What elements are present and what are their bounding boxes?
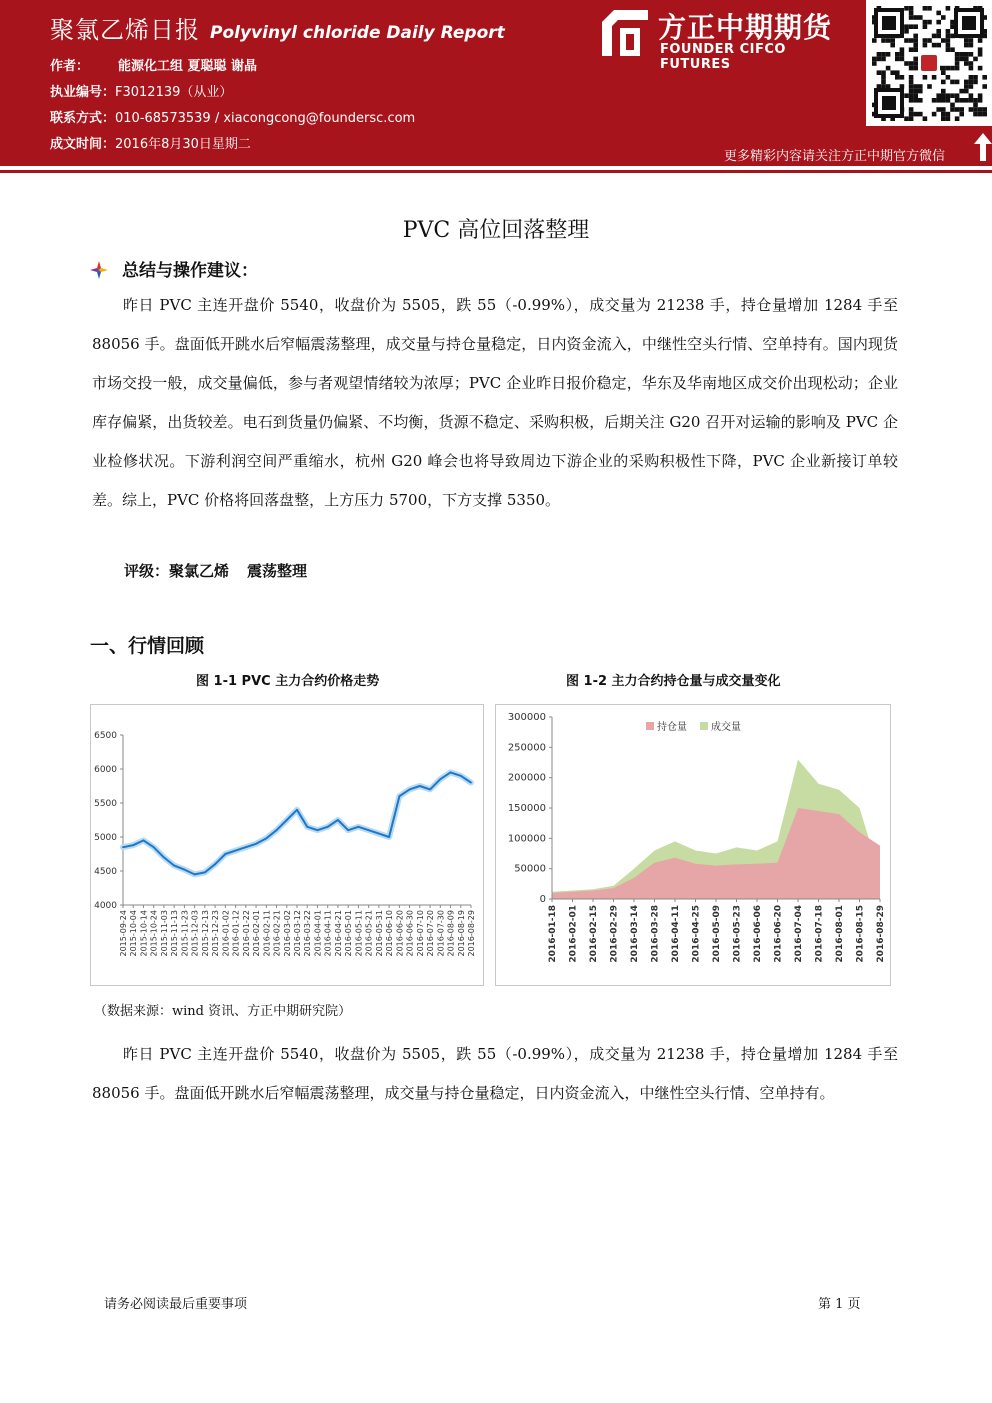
- rating-line: [124, 560, 325, 581]
- open-interest-volume-chart: [496, 705, 890, 985]
- price-point: [358, 826, 360, 828]
- wechat-qr-code-icon: [866, 0, 992, 126]
- x-tick-label: 2016-07-04: [794, 905, 804, 963]
- volume-chart-frame: [495, 704, 891, 986]
- review-paragraph: 昨日 PVC 主连开盘价 5540，收盘价为 5505，跌 55（-0.99%），成交量为 21238 手，持仓量增加 1284 手至 88056 手。盘面低开跳水后窄幅震荡整理，成交量与持仓量稳定，日内资金流入，中继性空头行情、空单持有。: [92, 1045, 898, 1102]
- x-tick-label: 2016-03-02: [282, 910, 292, 957]
- price-point: [122, 846, 124, 848]
- x-tick-label: 2016-05-21: [364, 910, 374, 957]
- rating-label: 评级：聚氯乙烯: [124, 562, 230, 580]
- title-cn: 聚氯乙烯日报: [50, 16, 200, 44]
- x-tick-label: 2015-11-03: [159, 910, 169, 957]
- logo-cn: 方正中期期货: [658, 11, 833, 44]
- x-tick-label: 2016-02-29: [609, 905, 620, 963]
- author-label: 作者：: [50, 59, 90, 74]
- x-tick-label: 2016-03-28: [650, 905, 661, 963]
- x-tick-label: 2016-06-20: [395, 910, 405, 957]
- license-value: F3012139（从业）: [115, 85, 233, 100]
- legend-label: 持仓量: [657, 722, 687, 733]
- x-tick-label: 2016-07-20: [426, 910, 436, 957]
- x-tick-label: 2016-02-15: [589, 905, 599, 963]
- price-point: [204, 871, 206, 873]
- price-point: [265, 837, 267, 839]
- y-tick-label: 300000: [507, 712, 546, 723]
- x-tick-label: 2016-05-09: [712, 905, 722, 963]
- x-tick-label: 2016-08-19: [456, 910, 466, 957]
- x-tick-label: 2016-05-31: [374, 910, 384, 957]
- price-point: [429, 789, 431, 791]
- x-tick-label: 2016-04-01: [313, 910, 323, 957]
- bullet-diamond-icon: [90, 261, 108, 279]
- y-tick-label: 100000: [507, 833, 546, 845]
- x-tick-label: 2016-08-09: [446, 910, 456, 957]
- footer-notice: 请务必阅读最后重要事项: [104, 1297, 248, 1312]
- legend-label: 成交量: [711, 722, 741, 733]
- y-tick-label: 0: [539, 894, 546, 905]
- summary-heading-text: 总结与操作建议：: [122, 261, 258, 281]
- price-point: [153, 846, 155, 848]
- price-point: [245, 846, 247, 848]
- x-tick-label: 2016-08-29: [876, 905, 886, 963]
- x-tick-label: 2016-02-01: [568, 905, 579, 963]
- price-point: [132, 844, 134, 846]
- x-tick-label: 2016-06-10: [385, 910, 395, 957]
- x-tick-label: 2016-01-18: [548, 905, 558, 963]
- x-tick-label: 2016-04-11: [671, 905, 681, 963]
- price-point: [378, 833, 380, 835]
- x-tick-label: 2016-05-11: [354, 910, 364, 957]
- price-point: [450, 772, 452, 774]
- price-point: [173, 865, 175, 867]
- price-point: [327, 826, 329, 828]
- y-tick-label: 5500: [94, 799, 117, 809]
- title-en: Polyvinyl chloride Daily Report: [210, 23, 505, 43]
- x-tick-label: 2016-08-01: [835, 905, 845, 963]
- price-point: [194, 874, 196, 876]
- header-divider: [0, 170, 992, 173]
- data-source-note: （数据来源：wind 资讯、方正中期研究院）: [94, 1004, 352, 1019]
- contact-value: 010-68573539 / xiacongcong@foundersc.com: [115, 111, 416, 126]
- price-point: [214, 863, 216, 865]
- price-point: [388, 836, 390, 838]
- x-tick-label: 2016-04-25: [691, 905, 702, 963]
- price-point: [255, 843, 257, 845]
- x-tick-label: 2016-01-12: [231, 910, 241, 957]
- author-line: [50, 55, 257, 74]
- x-tick-label: 2016-03-22: [303, 910, 313, 957]
- date-value: 2016年8月30日星期二: [115, 137, 251, 152]
- contact-label: 联系方式：: [50, 111, 116, 126]
- rating-value: 震荡整理: [247, 562, 308, 580]
- price-point: [163, 857, 165, 859]
- y-tick-label: 6500: [94, 731, 117, 741]
- figure-1-caption: 图 1-1 PVC 主力合约价格走势: [196, 674, 380, 689]
- x-tick-label: 2015-12-13: [200, 910, 210, 957]
- price-point: [419, 785, 421, 787]
- logo-en: FOUNDER CIFCO FUTURES: [660, 42, 786, 72]
- y-tick-label: 250000: [507, 742, 546, 754]
- arrow-up-icon: [974, 133, 992, 161]
- y-tick-label: 50000: [514, 863, 546, 875]
- price-point: [143, 840, 145, 842]
- price-point: [296, 809, 298, 811]
- contact-line: [50, 107, 415, 126]
- summary-heading: [90, 256, 258, 281]
- report-title: [50, 10, 505, 45]
- x-tick-label: 2016-08-15: [855, 905, 866, 963]
- x-tick-label: 2016-01-22: [241, 910, 251, 957]
- x-tick-label: 2016-02-01: [252, 910, 262, 957]
- price-point: [286, 819, 288, 821]
- author-value: 能源化工组 夏聪聪 谢晶: [117, 59, 258, 74]
- price-line-glow: [123, 772, 471, 874]
- y-tick-label: 5000: [94, 833, 117, 843]
- price-point: [368, 829, 370, 831]
- company-logo: [602, 6, 857, 72]
- x-tick-label: 2016-06-20: [773, 905, 784, 963]
- y-tick-label: 150000: [507, 803, 546, 814]
- x-tick-label: 2016-05-23: [732, 905, 743, 963]
- section-heading-market-review: 一、行情回顾: [90, 635, 205, 657]
- price-point: [398, 795, 400, 797]
- figure-2-caption: 图 1-2 主力合约持仓量与成交量变化: [566, 674, 781, 689]
- y-tick-label: 4000: [94, 901, 117, 911]
- y-tick-label: 4500: [94, 867, 117, 877]
- x-tick-label: 2016-04-11: [323, 910, 333, 957]
- summary-paragraph: 昨日 PVC 主连开盘价 5540，收盘价为 5505，跌 55（-0.99%），成交量为 21238 手，持仓量增加 1284 手至 88056 手。盘面低开跳水后窄幅震荡整理，成交量与持仓量稳定，日内资金流入，中继性空头行情、空单持有。国内现货市场交投一般，成交量偏低，参与者观望情绪较为浓厚；PVC 企业昨日报价稳定，华东及华南地区成交价出现松动；企业库存偏紧，出货较差。电石到货量仍偏紧、不均衡，货源不稳定、采购积极，后期关注 G20 召开对运输的影响及 PVC 企业检修状况。下游利润空间严重缩水，杭州 G20 峰会也将导致周边下游企业的采购积极性下降，PVC 企业新接订单较差。综上，PVC 价格将回落盘整，上方压力 5700，下方支撑 5350。: [92, 296, 898, 509]
- price-point: [470, 782, 472, 784]
- x-tick-label: 2016-06-30: [405, 910, 415, 957]
- follow-wechat-text: 更多精彩内容请关注方正中期官方微信: [724, 149, 946, 164]
- date-line: [50, 133, 251, 152]
- x-tick-label: 2016-07-30: [436, 910, 446, 957]
- footer-page-number: 第 1 页: [818, 1297, 861, 1312]
- x-tick-label: 2016-02-21: [272, 910, 282, 957]
- x-tick-label: 2016-07-10: [415, 910, 425, 957]
- y-tick-label: 200000: [507, 772, 546, 784]
- price-point: [439, 778, 441, 780]
- x-tick-label: 2015-11-23: [180, 910, 190, 957]
- x-tick-label: 2015-10-04: [129, 910, 139, 957]
- license-label: 执业编号：: [50, 85, 116, 100]
- y-tick-label: 6000: [94, 765, 117, 775]
- x-tick-label: 2016-01-02: [221, 910, 231, 957]
- price-point: [409, 789, 411, 791]
- price-point: [317, 829, 319, 831]
- price-point: [224, 853, 226, 855]
- x-tick-label: 2016-07-18: [814, 905, 825, 963]
- x-tick-label: 2016-05-01: [344, 910, 354, 957]
- price-point: [306, 826, 308, 828]
- price-point: [460, 775, 462, 777]
- price-point: [337, 819, 339, 821]
- x-tick-label: 2015-09-24: [119, 910, 128, 957]
- legend-swatch: [700, 722, 708, 730]
- price-point: [347, 829, 349, 831]
- x-tick-label: 2016-06-06: [753, 905, 763, 963]
- x-tick-label: 2016-03-14: [630, 905, 640, 963]
- x-tick-label: 2015-10-14: [139, 910, 149, 957]
- license-line: [50, 81, 232, 100]
- x-tick-label: 2016-02-11: [262, 910, 272, 957]
- x-tick-label: 2016-04-21: [333, 910, 343, 957]
- x-tick-label: 2015-10-24: [149, 910, 159, 957]
- x-tick-label: 2015-11-13: [170, 910, 180, 957]
- price-chart-frame: [90, 704, 484, 986]
- x-tick-label: 2016-08-29: [467, 910, 476, 957]
- price-trend-chart: [91, 705, 483, 985]
- price-point: [235, 850, 237, 852]
- date-label: 成文时间：: [50, 137, 116, 152]
- x-tick-label: 2015-12-23: [211, 910, 221, 957]
- price-point: [276, 829, 278, 831]
- document-title: PVC 高位回落整理: [402, 218, 590, 243]
- report-header: [0, 0, 992, 166]
- logo-mark-icon: [602, 10, 648, 56]
- x-tick-label: 2016-03-12: [293, 910, 302, 957]
- x-tick-label: 2015-12-03: [190, 910, 200, 957]
- legend-swatch: [646, 722, 654, 730]
- price-point: [184, 869, 186, 871]
